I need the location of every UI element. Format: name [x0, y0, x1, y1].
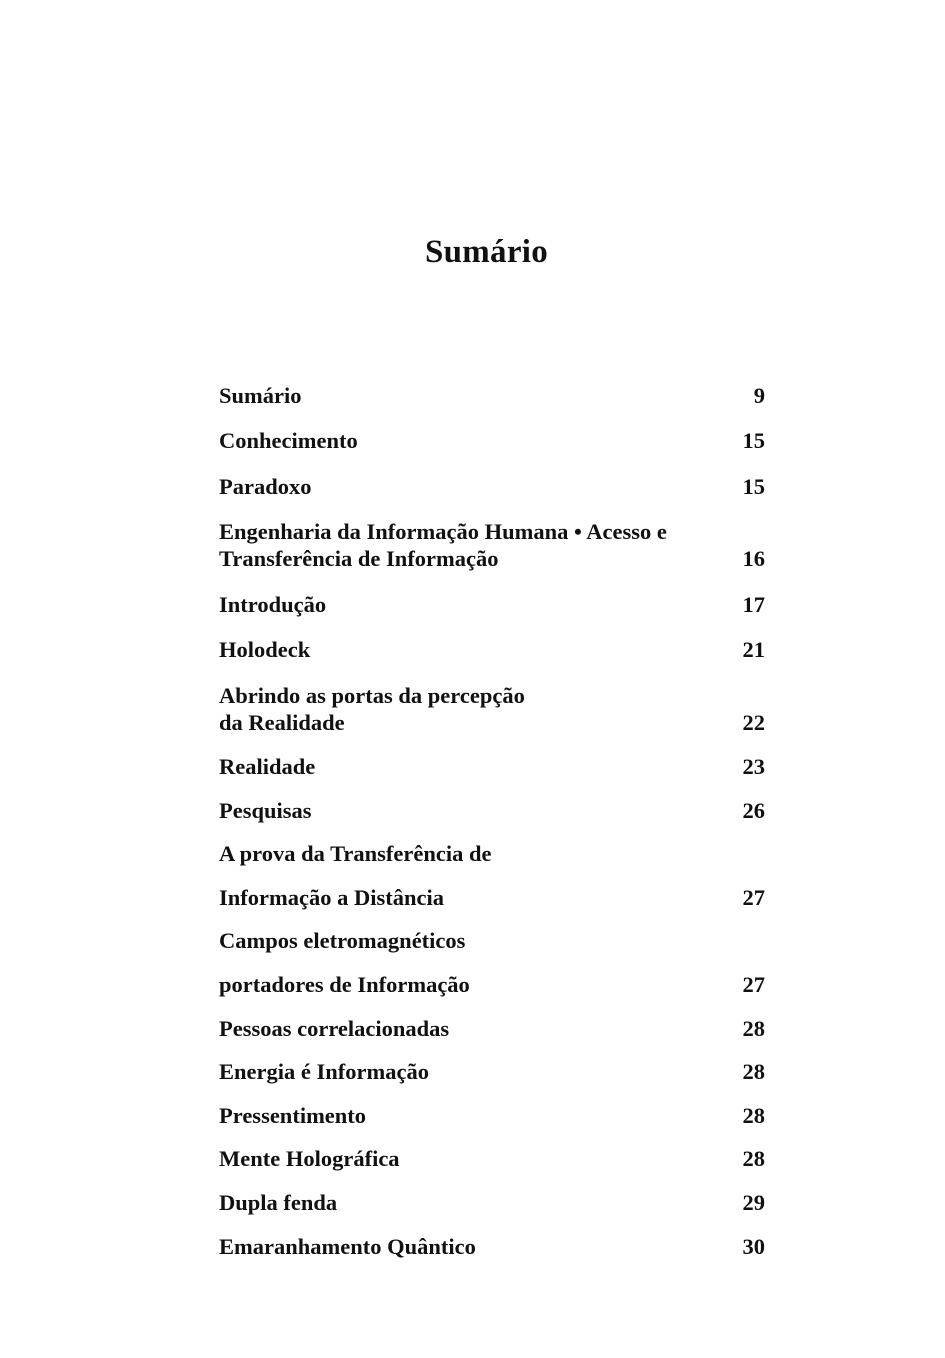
toc-entry-title: Engenharia da Informação Humana • Acesso e [219, 519, 667, 544]
toc-entry-title: Pessoas correlacionadas [219, 1016, 450, 1041]
toc-entry[interactable] [219, 473, 765, 500]
toc-entry[interactable] [219, 797, 765, 824]
toc-entry-page-number: 28 [742, 1059, 765, 1084]
toc-entry-title: Introdução [219, 592, 327, 617]
toc-entry[interactable] [219, 884, 765, 911]
toc-entry[interactable] [219, 1189, 765, 1216]
toc-entry-title: Emaranhamento Quântico [219, 1234, 476, 1259]
toc-entry-page-number: 22 [742, 710, 765, 735]
toc-entry[interactable] [219, 840, 765, 867]
toc-entry-page-number: 15 [742, 474, 765, 499]
toc-entry[interactable] [219, 636, 765, 663]
toc-entry-page-number: 26 [742, 798, 765, 823]
toc-entry-page-number: 28 [742, 1146, 765, 1171]
toc-entry[interactable] [219, 971, 765, 998]
toc-entry-title: da Realidade [219, 710, 345, 735]
toc-entry-page-number: 27 [742, 885, 765, 910]
toc-entry-title: Realidade [219, 754, 316, 779]
toc-entry-title: Energia é Informação [219, 1059, 429, 1084]
toc-entry-title: Mente Holográfica [219, 1146, 400, 1171]
toc-entry[interactable] [219, 427, 765, 454]
toc-entry-title: Conhecimento [219, 428, 358, 453]
toc-entry-page-number: 17 [742, 592, 765, 617]
toc-entry-page-number: 9 [753, 383, 765, 408]
toc-entry-title: Campos eletromagnéticos [219, 928, 466, 953]
toc-entry-page-number: 28 [742, 1016, 765, 1041]
toc-entry-title: Sumário [219, 383, 302, 408]
toc-entry-title: A prova da Transferência de [219, 841, 492, 866]
toc-entry[interactable] [219, 382, 765, 409]
toc-entry-title: Pesquisas [219, 798, 312, 823]
toc-entry-title: Dupla fenda [219, 1190, 338, 1215]
toc-entry[interactable] [219, 1102, 765, 1129]
toc-entry[interactable] [219, 1015, 765, 1042]
toc-entry-title: portadores de Informação [219, 972, 470, 997]
toc-entry[interactable] [219, 1058, 765, 1085]
toc-entry-page-number: 15 [742, 428, 765, 453]
page-title: Sumário [424, 234, 549, 271]
toc-entry-page-number: 21 [742, 637, 765, 662]
toc-entry-title: Informação a Distância [219, 885, 444, 910]
toc-entry[interactable] [219, 753, 765, 780]
toc-entry-title: Abrindo as portas da percepção [219, 683, 525, 708]
toc-entry[interactable] [219, 1233, 765, 1260]
toc-entry-page-number: 28 [742, 1103, 765, 1128]
toc-entry-title: Pressentimento [219, 1103, 367, 1128]
toc-entry-page-number: 27 [742, 972, 765, 997]
toc-entry-title: Holodeck [219, 637, 311, 662]
toc-entry[interactable] [219, 682, 765, 736]
toc-entry-page-number: 30 [742, 1234, 765, 1259]
toc-entry-page-number: 29 [742, 1190, 765, 1215]
toc-entry[interactable] [219, 927, 765, 954]
toc-entry[interactable] [219, 591, 765, 618]
toc-entry-page-number: 23 [742, 754, 765, 779]
toc-entry-title: Paradoxo [219, 474, 312, 499]
toc-entry[interactable] [219, 1145, 765, 1172]
toc-entry-page-number: 16 [742, 546, 765, 571]
toc-entry[interactable] [219, 518, 765, 572]
toc-entry-title: Transferência de Informação [219, 546, 499, 571]
